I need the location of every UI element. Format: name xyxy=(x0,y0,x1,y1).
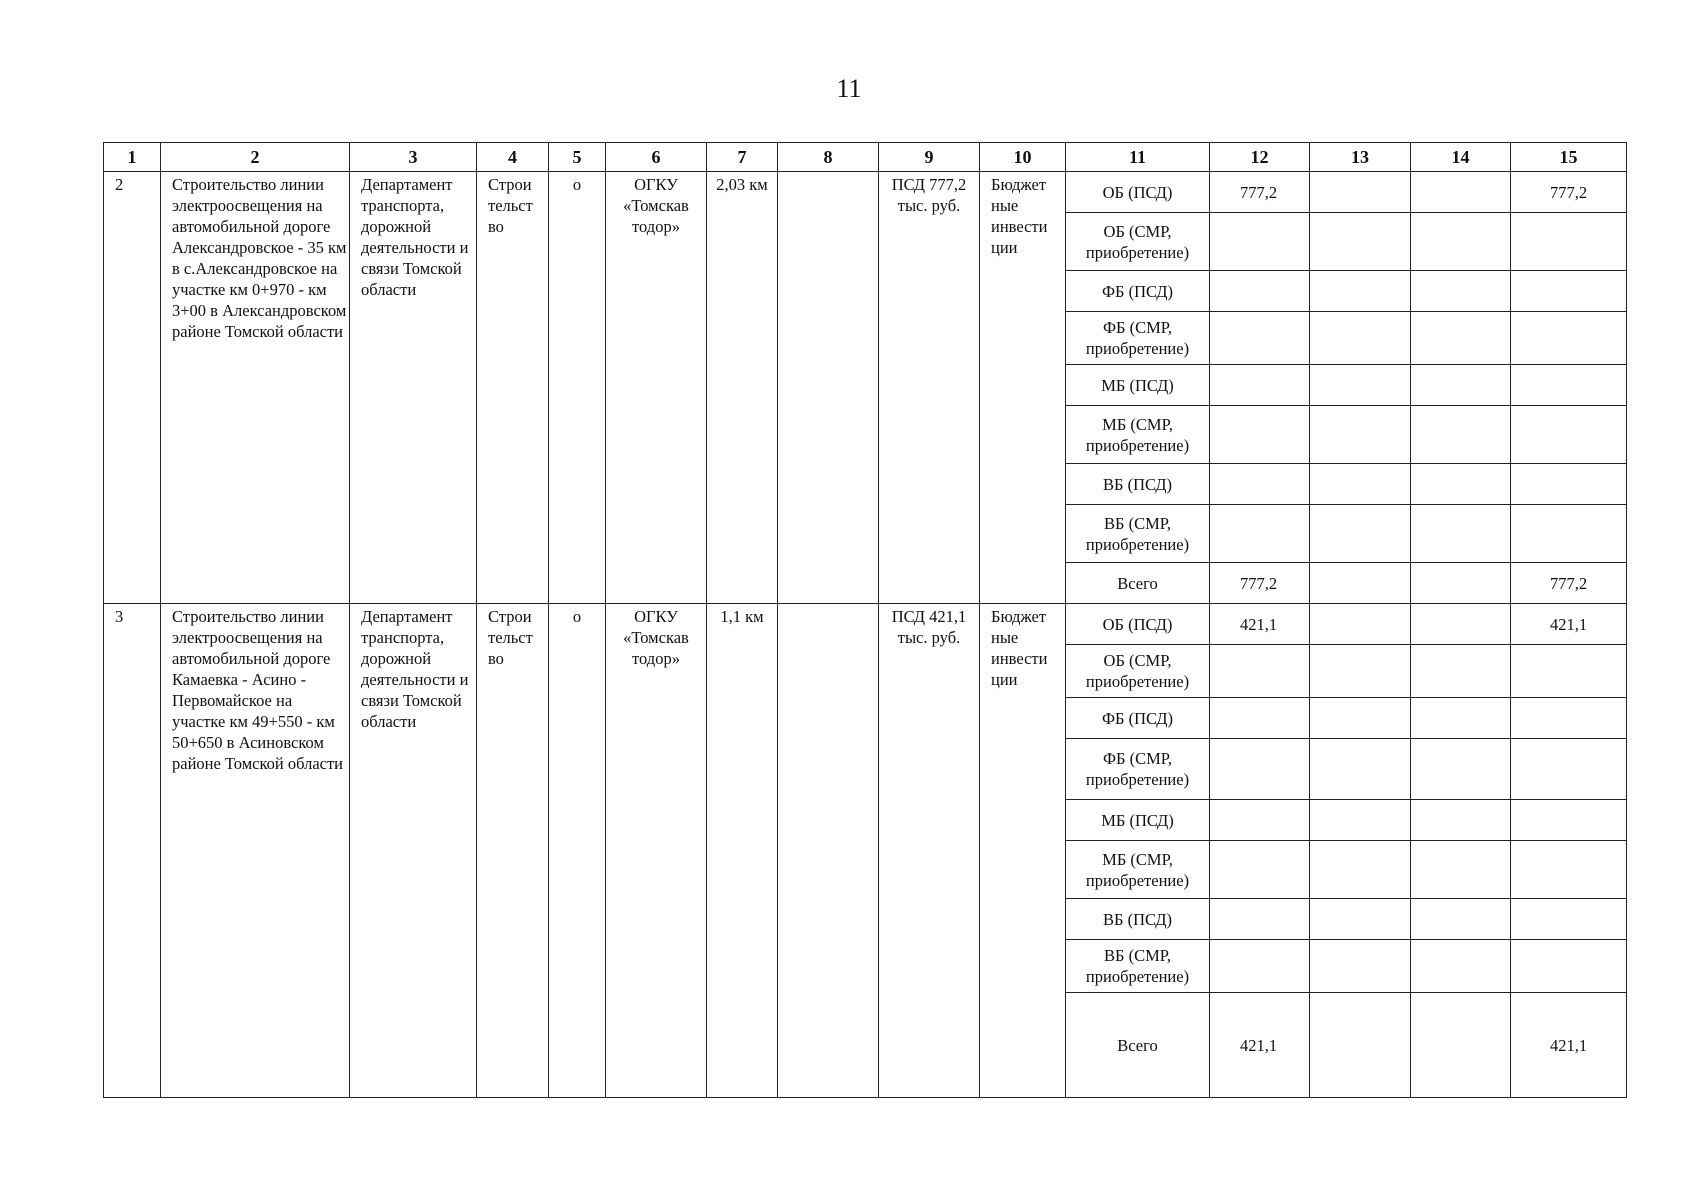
value-col-14 xyxy=(1411,271,1511,312)
value-col-15 xyxy=(1511,213,1627,271)
header-cell: 10 xyxy=(980,143,1066,172)
value-col-13 xyxy=(1310,172,1411,213)
value-col-12 xyxy=(1210,312,1310,365)
value-col-14 xyxy=(1411,365,1511,406)
value-col-15 xyxy=(1511,841,1627,899)
value-col-15 xyxy=(1511,899,1627,940)
value-col-14 xyxy=(1411,406,1511,464)
value-col-15 xyxy=(1511,940,1627,993)
psd-cost: ПСД 421,1 тыс. руб. xyxy=(879,604,980,1098)
header-cell: 15 xyxy=(1511,143,1627,172)
value-col-12 xyxy=(1210,213,1310,271)
value-col-13 xyxy=(1310,312,1411,365)
header-cell: 5 xyxy=(549,143,606,172)
source-label: ВБ (ПСД) xyxy=(1066,464,1210,505)
value-col-13 xyxy=(1310,505,1411,563)
value-col-14 xyxy=(1411,505,1511,563)
value-col-15: 421,1 xyxy=(1511,993,1627,1098)
value-col-14 xyxy=(1411,464,1511,505)
header-cell: 14 xyxy=(1411,143,1511,172)
source-label: ФБ (ПСД) xyxy=(1066,698,1210,739)
header-cell: 12 xyxy=(1210,143,1310,172)
value-col-13 xyxy=(1310,365,1411,406)
value-col-15 xyxy=(1511,800,1627,841)
value-col-12 xyxy=(1210,899,1310,940)
value-col-13 xyxy=(1310,645,1411,698)
value-col-14 xyxy=(1411,739,1511,800)
value-col-15: 777,2 xyxy=(1511,172,1627,213)
value-col-14 xyxy=(1411,993,1511,1098)
value-col-15 xyxy=(1511,464,1627,505)
organization: ОГКУ «Томскав тодор» xyxy=(606,172,707,604)
value-col-13 xyxy=(1310,271,1411,312)
header-cell: 8 xyxy=(778,143,879,172)
value-col-13 xyxy=(1310,406,1411,464)
value-col-14 xyxy=(1411,563,1511,604)
value-col-14 xyxy=(1411,841,1511,899)
value-col-14 xyxy=(1411,645,1511,698)
object-name: Строительство линии электроосвещения на автомобильной дороге Александровское - 35 км в с.Александровское на участке км 0+970 - км 3+00 в Александровском районе Томской области xyxy=(161,172,350,604)
source-label: МБ (СМР, приобретение) xyxy=(1066,406,1210,464)
page-number: 11 xyxy=(836,74,862,103)
length: 2,03 км xyxy=(707,172,778,604)
department: Департамент транспорта, дорожной деятельности и связи Томской области xyxy=(350,172,477,604)
value-col-15 xyxy=(1511,645,1627,698)
header-cell: 1 xyxy=(104,143,161,172)
column-5-value: о xyxy=(549,604,606,1098)
value-col-13 xyxy=(1310,940,1411,993)
source-label: МБ (СМР, приобретение) xyxy=(1066,841,1210,899)
program-table xyxy=(103,142,1627,1098)
header-cell: 11 xyxy=(1066,143,1210,172)
value-col-13 xyxy=(1310,464,1411,505)
header-cell: 13 xyxy=(1310,143,1411,172)
value-col-15: 777,2 xyxy=(1511,563,1627,604)
source-label: МБ (ПСД) xyxy=(1066,800,1210,841)
value-col-15 xyxy=(1511,406,1627,464)
value-col-15 xyxy=(1511,312,1627,365)
psd-cost: ПСД 777,2 тыс. руб. xyxy=(879,172,980,604)
header-cell: 3 xyxy=(350,143,477,172)
value-col-12 xyxy=(1210,841,1310,899)
header-cell: 9 xyxy=(879,143,980,172)
value-col-15 xyxy=(1511,739,1627,800)
budget-type: Бюджет ные инвести ции xyxy=(980,604,1066,1098)
value-col-13 xyxy=(1310,698,1411,739)
value-col-13 xyxy=(1310,993,1411,1098)
value-col-13 xyxy=(1310,563,1411,604)
header-cell: 2 xyxy=(161,143,350,172)
source-label: ОБ (СМР, приобретение) xyxy=(1066,645,1210,698)
table-row xyxy=(104,172,1627,213)
value-col-12 xyxy=(1210,406,1310,464)
value-col-14 xyxy=(1411,213,1511,271)
object-name: Строительство линии электроосвещения на автомобильной дороге Камаевка - Асино - Первомайское на участке км 49+550 - км 50+650 в Асиновском районе Томской области xyxy=(161,604,350,1098)
source-label: ФБ (СМР, приобретение) xyxy=(1066,739,1210,800)
value-col-12 xyxy=(1210,645,1310,698)
value-col-13 xyxy=(1310,604,1411,645)
table-row xyxy=(104,604,1627,645)
work-type: Строи тельст во xyxy=(477,604,549,1098)
source-label: ВБ (СМР, приобретение) xyxy=(1066,940,1210,993)
source-label: МБ (ПСД) xyxy=(1066,365,1210,406)
value-col-12 xyxy=(1210,505,1310,563)
value-col-14 xyxy=(1411,940,1511,993)
row-number: 3 xyxy=(104,604,161,1098)
value-col-12 xyxy=(1210,940,1310,993)
source-label: ОБ (ПСД) xyxy=(1066,604,1210,645)
value-col-13 xyxy=(1310,800,1411,841)
source-label: ВБ (ПСД) xyxy=(1066,899,1210,940)
value-col-12: 421,1 xyxy=(1210,604,1310,645)
value-col-13 xyxy=(1310,899,1411,940)
value-col-14 xyxy=(1411,800,1511,841)
source-label: Всего xyxy=(1066,563,1210,604)
source-label: ФБ (СМР, приобретение) xyxy=(1066,312,1210,365)
value-col-13 xyxy=(1310,841,1411,899)
organization: ОГКУ «Томскав тодор» xyxy=(606,604,707,1098)
value-col-14 xyxy=(1411,604,1511,645)
source-label: ФБ (ПСД) xyxy=(1066,271,1210,312)
source-label: Всего xyxy=(1066,993,1210,1098)
value-col-13 xyxy=(1310,213,1411,271)
value-col-14 xyxy=(1411,899,1511,940)
value-col-12: 777,2 xyxy=(1210,563,1310,604)
header-row xyxy=(104,143,1627,172)
value-col-12 xyxy=(1210,365,1310,406)
value-col-12: 421,1 xyxy=(1210,993,1310,1098)
row-number: 2 xyxy=(104,172,161,604)
value-col-13 xyxy=(1310,739,1411,800)
column-8-value xyxy=(778,172,879,604)
value-col-12 xyxy=(1210,464,1310,505)
value-col-15 xyxy=(1511,365,1627,406)
value-col-14 xyxy=(1411,698,1511,739)
value-col-14 xyxy=(1411,312,1511,365)
source-label: ОБ (ПСД) xyxy=(1066,172,1210,213)
source-label: ВБ (СМР, приобретение) xyxy=(1066,505,1210,563)
value-col-12: 777,2 xyxy=(1210,172,1310,213)
value-col-12 xyxy=(1210,800,1310,841)
source-label: ОБ (СМР, приобретение) xyxy=(1066,213,1210,271)
column-5-value: о xyxy=(549,172,606,604)
header-cell: 4 xyxy=(477,143,549,172)
value-col-15: 421,1 xyxy=(1511,604,1627,645)
header-cell: 6 xyxy=(606,143,707,172)
header-cell: 7 xyxy=(707,143,778,172)
value-col-14 xyxy=(1411,172,1511,213)
value-col-12 xyxy=(1210,698,1310,739)
budget-type: Бюджет ные инвести ции xyxy=(980,172,1066,604)
value-col-15 xyxy=(1511,271,1627,312)
value-col-12 xyxy=(1210,739,1310,800)
value-col-15 xyxy=(1511,698,1627,739)
work-type: Строи тельст во xyxy=(477,172,549,604)
column-8-value xyxy=(778,604,879,1098)
value-col-15 xyxy=(1511,505,1627,563)
value-col-12 xyxy=(1210,271,1310,312)
length: 1,1 км xyxy=(707,604,778,1098)
department: Департамент транспорта, дорожной деятельности и связи Томской области xyxy=(350,604,477,1098)
